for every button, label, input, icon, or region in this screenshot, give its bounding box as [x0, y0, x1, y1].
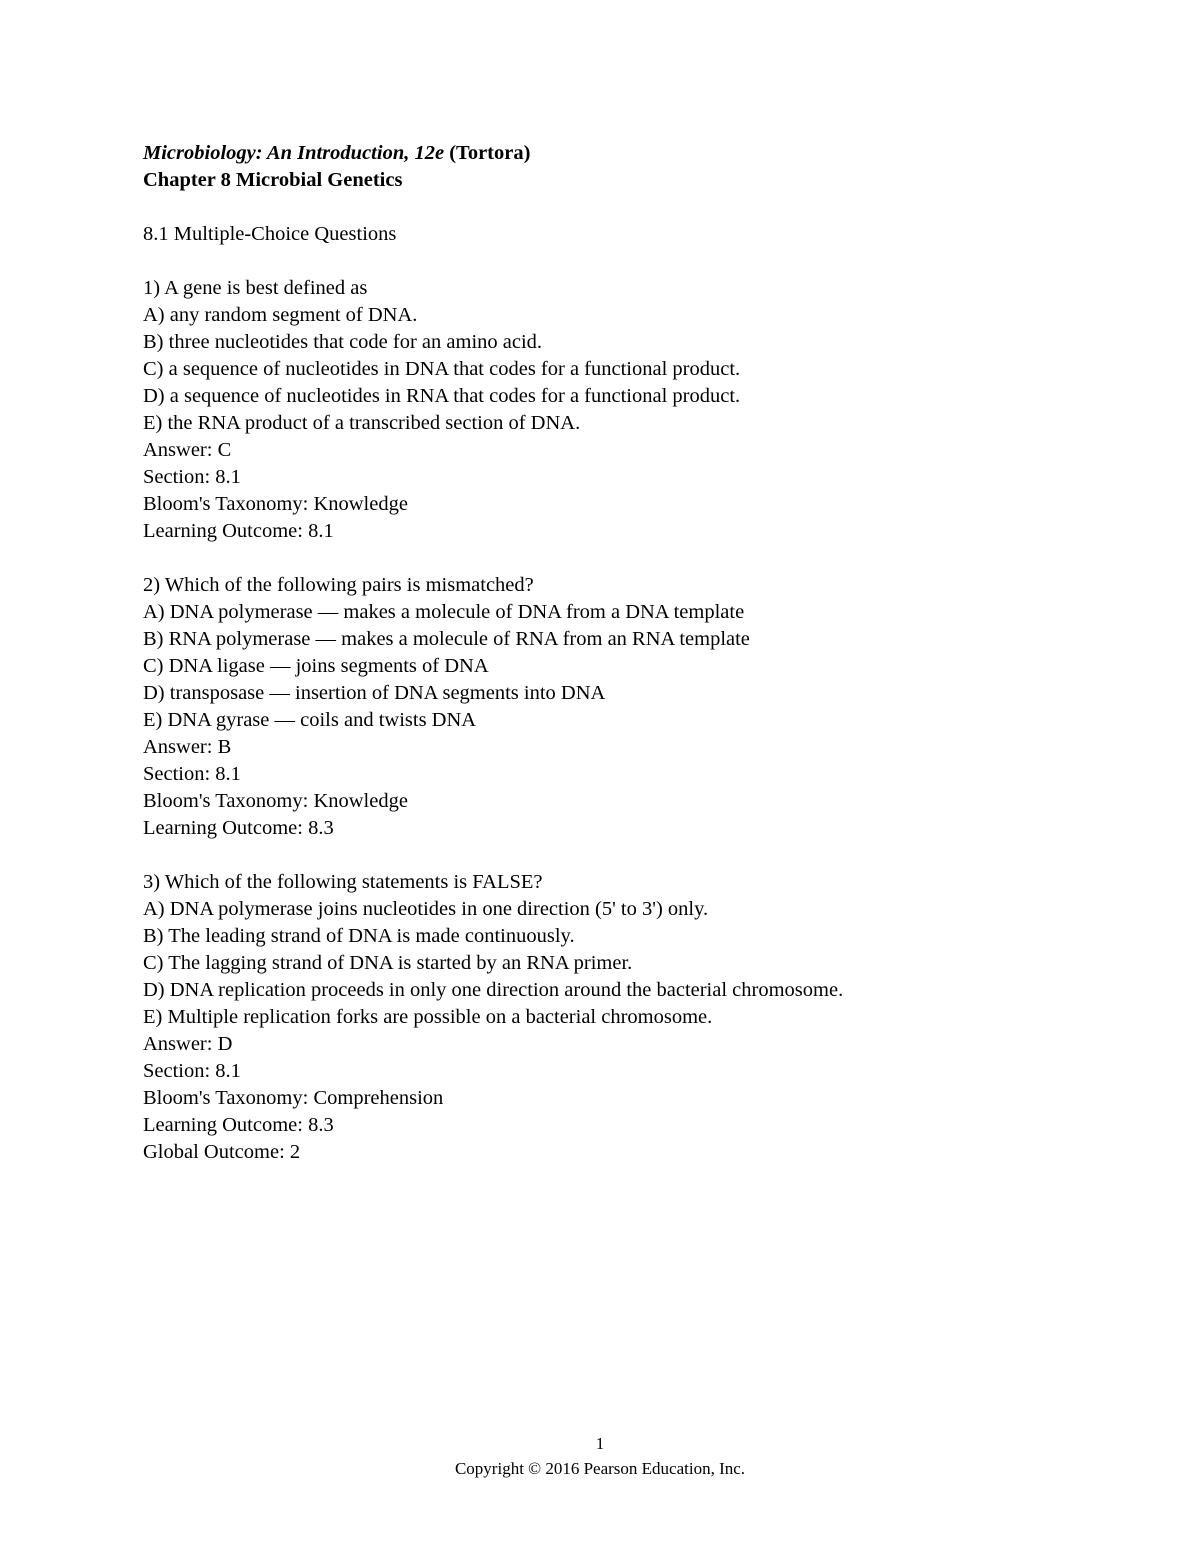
option-d: D) DNA replication proceeds in only one direction around the bacterial chromosome.: [143, 979, 844, 1001]
spacer: [143, 842, 1103, 869]
global-outcome: Global Outcome: 2: [143, 1141, 301, 1163]
option-e: E) DNA gyrase — coils and twists DNA: [143, 709, 477, 731]
section-heading: 8.1 Multiple-Choice Questions: [143, 223, 397, 245]
question-1: [143, 275, 1103, 545]
option-a: A) DNA polymerase — makes a molecule of DNA from a DNA template: [143, 601, 745, 623]
spacer: [143, 248, 1103, 275]
chapter-title: Chapter 8 Microbial Genetics: [143, 169, 403, 191]
option-e: E) Multiple replication forks are possible on a bacterial chromosome.: [143, 1006, 713, 1028]
option-c: C) The lagging strand of DNA is started by an RNA primer.: [143, 952, 633, 974]
section-ref: Section: 8.1: [143, 763, 241, 785]
page-number: 1: [595, 1434, 605, 1453]
learning-outcome: Learning Outcome: 8.3: [143, 817, 334, 839]
option-a: A) any random segment of DNA.: [143, 304, 418, 326]
option-d: D) a sequence of nucleotides in RNA that codes for a functional product.: [143, 385, 741, 407]
copyright-notice: Copyright © 2016 Pearson Education, Inc.: [454, 1459, 746, 1478]
option-d: D) transposase — insertion of DNA segments into DNA: [143, 682, 606, 704]
answer: Answer: D: [143, 1033, 233, 1055]
section-ref: Section: 8.1: [143, 466, 241, 488]
section-ref: Section: 8.1: [143, 1060, 241, 1082]
learning-outcome: Learning Outcome: 8.1: [143, 520, 334, 542]
spacer: [143, 194, 1103, 221]
book-title: Microbiology: An Introduction, 12e: [143, 142, 445, 164]
blooms-taxonomy: Bloom's Taxonomy: Comprehension: [143, 1087, 444, 1109]
question-2: [143, 572, 1103, 842]
option-b: B) The leading strand of DNA is made continuously.: [143, 925, 575, 947]
blooms-taxonomy: Bloom's Taxonomy: Knowledge: [143, 493, 408, 515]
option-e: E) the RNA product of a transcribed section of DNA.: [143, 412, 581, 434]
question-stem: 3) Which of the following statements is FALSE?: [143, 871, 543, 893]
learning-outcome: Learning Outcome: 8.3: [143, 1114, 334, 1136]
answer: Answer: C: [143, 439, 232, 461]
document-title: [143, 140, 1103, 167]
question-3: [143, 869, 1103, 1166]
blooms-taxonomy: Bloom's Taxonomy: Knowledge: [143, 790, 408, 812]
question-stem: 2) Which of the following pairs is mismatched?: [143, 574, 534, 596]
option-b: B) RNA polymerase — makes a molecule of RNA from an RNA template: [143, 628, 750, 650]
answer: Answer: B: [143, 736, 232, 758]
document-page: [143, 140, 1103, 1166]
spacer: [143, 545, 1103, 572]
book-author: (Tortora): [449, 142, 531, 164]
question-stem: 1) A gene is best defined as: [143, 277, 368, 299]
option-c: C) DNA ligase — joins segments of DNA: [143, 655, 489, 677]
option-b: B) three nucleotides that code for an amino acid.: [143, 331, 543, 353]
option-c: C) a sequence of nucleotides in DNA that codes for a functional product.: [143, 358, 741, 380]
option-a: A) DNA polymerase joins nucleotides in one direction (5' to 3') only.: [143, 898, 709, 920]
